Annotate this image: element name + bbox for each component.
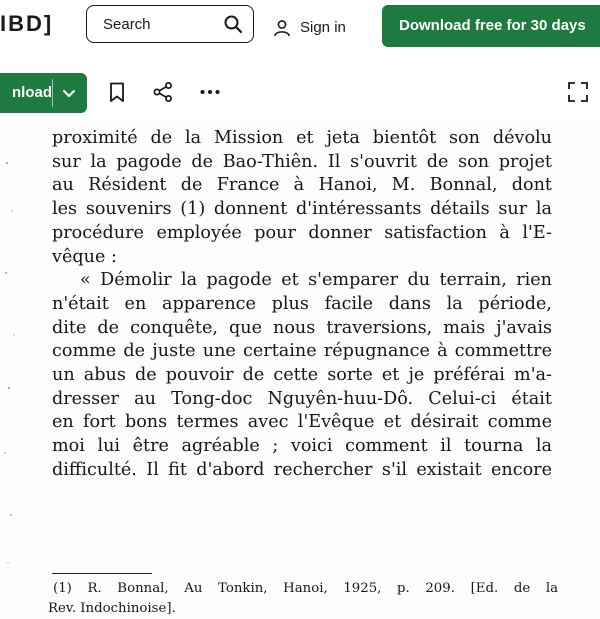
chevron-down-icon[interactable] [60, 84, 78, 102]
sign-in-label: Sign in [300, 19, 346, 36]
text-line: en fort bons termes avec l'Evêque et désirait comme [52, 412, 552, 433]
bookmark-icon[interactable] [106, 81, 128, 103]
text-line: dresser au Tong-doc Nguyên-huu-Dô. Celui-ci était [52, 388, 552, 409]
document-page[interactable] [0, 123, 600, 619]
search-box[interactable] [86, 5, 254, 43]
scan-speckles [0, 123, 30, 619]
search-icon[interactable] [223, 14, 243, 34]
text-line: proximité de la Mission et jeta bientôt son dévolu [52, 128, 552, 148]
document-toolbar [0, 57, 600, 123]
footnote [48, 579, 558, 619]
footnote-line: Rev. Indochinoise]. [48, 601, 176, 616]
text-line: vêque : [52, 246, 117, 267]
fullscreen-expand-icon[interactable] [567, 81, 589, 103]
search-input[interactable]: Search [103, 16, 151, 33]
text-line: difficulté. Il fit d'abord rechercher s'il existait encore [52, 459, 552, 480]
text-line: procédure employée pour donner satisfaction à l'E- [52, 222, 552, 243]
text-line: un abus de pouvoir de cette sorte et je préférai m'a- [52, 365, 552, 386]
text-line: comme de juste une certaine répugnance à commettre [52, 341, 552, 362]
text-line: n'était en apparence plus facile dans la période, [52, 293, 552, 314]
more-options-icon[interactable] [199, 81, 221, 103]
text-line: dite de conquête, que nous traversions, mais j'avais [52, 317, 552, 338]
user-icon [273, 19, 291, 37]
download-divider [52, 79, 53, 107]
text-line: les souvenirs (1) donnent d'intéressants détails sur la [52, 199, 552, 220]
download-split-button [0, 73, 87, 113]
download-free-trial-button[interactable]: Download free for 30 days [382, 5, 600, 47]
document-body-text [52, 127, 552, 483]
footnote-line: (1) R. Bonnal, Au Tonkin, Hanoi, 1925, p. 209. [Ed. de la [53, 581, 558, 596]
text-line: sur la pagode de Bao-Thiên. Il s'ouvrit de son projet [52, 151, 552, 172]
text-line: « Démolir la pagode et s'emparer du terrain, rien [80, 270, 552, 291]
text-line: au Résident de France à Hanoi, M. Bonnal, dont [52, 175, 552, 196]
text-line: moi lui être agréable ; voici comment il tourna la [52, 436, 552, 457]
site-logo[interactable]: IBD] [0, 11, 54, 36]
share-icon[interactable] [152, 81, 174, 103]
download-button[interactable]: nload [12, 84, 52, 101]
footnote-separator [52, 573, 152, 574]
top-header [0, 0, 600, 57]
